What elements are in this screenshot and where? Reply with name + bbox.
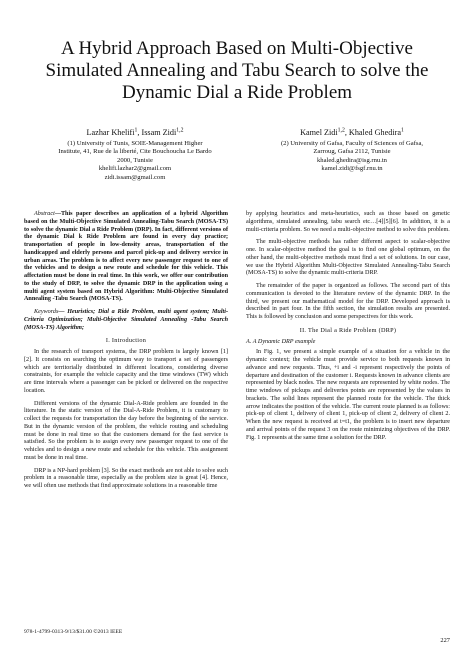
- body-paragraph: In Fig. 1, we present a simple example of a situation for a vehicle in the dynamic context; the vehicle must provide service to both requests known in advance and new requests. Thus, +i and -i represent respectively the points of departure and destination of the customer i. Requests known in advance clients are represented by black nodes. The new requests are represented by white nodes. The time windows of pickups and deliveries points are represented by the values in brackets. The solid lines represent the planned route for the vehicle. The thick arrow indicates the position of the vehicle. The current route planned is as follows: pick-up of client 1, delivery of client 1, pick-up of client 2, delivery of client 2. When the new request is received at t=t1, the problem is to insert new departure and arrival points of the request 3 on the route minimizing objectives of the DRP. Fig. 1 represents at the same time a solution for the DRP.: [246, 349, 450, 441]
- keywords-text: Heuristics; Dial a Ride Problem, multi agent system; Multi-Criteria Optimization; Multi-Objective Simulated Annealing -Tabu Search (MOSA-TS) Algorithm;: [24, 309, 228, 331]
- author-names: [42, 128, 228, 138]
- title-line: Simulated Annealing and Tabu Search to solve the: [45, 60, 429, 81]
- author-name: , Khaled Ghedira: [344, 128, 401, 137]
- affiliation-line: (1) University of Tunis, SOIE-Management Higher: [67, 140, 203, 147]
- page-number: 227: [440, 637, 450, 644]
- author-block-left: [42, 128, 228, 182]
- section-heading: II. The Dial a Ride Problem (DRP): [299, 326, 397, 334]
- abstract-dash: —: [54, 211, 61, 217]
- body-paragraph: Different versions of the dynamic Dial-A-Ride problem are founded in the literature. In the static version of the Dial-A-Ride Problem, it is customary to collect the requests for transportation the day before the beginning of the service. But in the dynamic version of the problem, the vehicle routing and scheduling must be done in real time so that the customers demand for the fast service is satisfied. So the problem is to assign every new passenger request to one of the vehicles and to design a new route and schedule for this vehicle. This assignment must be done in real time.: [24, 400, 228, 461]
- author-names: [262, 128, 442, 138]
- abstract-text: This paper describes an application of a hybrid Algorithm based on the Multi-Objective Simulated Annealing-Tabu Search (MOSA-TS) to solve the dynamic Dial a Ride Problem (DRP). In fact, different versions of the dynamic Dial k Ride Problem are found in every day practice; transportation of people in low-density areas, transportation of the handicapped and elderly persons and parcel pick-up and delivery service in urban areas. The problem is to affect every new passenger request to one of the vehicles and to design a new route and schedule for this vehicle. This affectation must be done in real time. In this work, we offer our contribution to the study of DRP, to solve the dynamic DRP in the application using a multi agent system based on Hybrid Algorithm: Multi-Objective Simulated Annealing -Tabu Search (MOSA-TS).: [24, 211, 228, 303]
- body-paragraph: The remainder of the paper is organized as follows. The second part of this communication is devoted to the literature review of the dynamic DRP. In the third, we present our mathematical model for the DRP. Developed approach is described in part four. In the fifth section, the simulation results are presented. This is followed by conclusion and some perspectives for this work.: [246, 283, 450, 320]
- keywords-dash: —: [58, 309, 68, 315]
- author-block-right: [262, 128, 442, 174]
- title-line: Dynamic Dial a Ride Problem: [121, 82, 353, 103]
- author-email: khelifi.lazhar2@gmail.com: [98, 165, 172, 173]
- abstract-label: Abstract: [34, 211, 55, 217]
- affiliation-line: Zarroug, Gafsa 2112, Tunisie: [313, 148, 391, 156]
- author-email: kamel.zidi@fsgf.rnu.tn: [321, 165, 383, 173]
- body-paragraph: The multi-objective methods has rather different aspect to scalar-objective one. In scalar-objective method the goal is to find one global optimum, on the other hand, the multi-objective methods must find a set of solutions. In our case, we use the Hybrid Algorithm Multi-Objective Simulated Annealing-Tabu Search (MOSA-TS) to solve the dynamic multi-criteria DRP.: [246, 239, 450, 277]
- affiliation-line: (2) University of Gafsa, Faculty of Sciences of Gafsa,: [280, 140, 424, 147]
- keywords: [24, 309, 228, 332]
- affiliation-mark: 1,2: [176, 127, 184, 134]
- body-paragraph: In the research of transport systems, the DRP problem is largely known [1] [2]. It consists on searching the optimum way to transport a set of passengers which are territorially distributed in different locations, considering diverse constraints, for example the vehicle capacity and the time windows (TW) which are time intervals where a passenger can be picked or delivered on the respective location.: [24, 349, 228, 394]
- body-paragraph: DRP is a NP-hard problem [3]. So the exact methods are not able to solve such problem in a reasonable time, especially as the problem size is great [4]. Hence, we will often use methods that find approximate solutions in a reasonable time: [24, 467, 228, 489]
- right-column: [246, 211, 450, 447]
- affiliation-mark: 1: [134, 127, 138, 134]
- affiliation-line: Institute, 41, Rue de la liberté, Cite Bouchoucha Le Bardo: [58, 148, 212, 156]
- author-name: Kamel Zidi: [300, 128, 338, 137]
- subsection-heading: A. A Dynamic DRP example: [246, 338, 316, 345]
- author-email: khaled.ghedira@isg.rnu.tn: [317, 156, 387, 164]
- title-line: A Hybrid Approach Based on Multi-Objective: [61, 38, 413, 59]
- affiliation-line: 2000, Tunisie: [117, 156, 153, 164]
- copyright-footer: 978-1-4799-0313-9/13/$31.00 ©2013 IEEE: [24, 629, 123, 635]
- author-name: Lazhar Khelifi: [86, 128, 135, 137]
- section-heading: I. Introduction: [105, 337, 147, 345]
- affiliation-mark: 1: [400, 127, 404, 134]
- affiliation-mark: 1,2: [337, 127, 345, 134]
- abstract: [24, 211, 228, 304]
- keywords-label: Keywords: [34, 309, 59, 315]
- author-name: , Issam Zidi: [137, 128, 177, 137]
- left-column: [24, 211, 228, 496]
- paper-title: [30, 38, 444, 104]
- author-email: zidi.issam@gmail.com: [104, 173, 166, 181]
- body-paragraph: by applying heuristics and meta-heuristics, such as those based on genetic algorithms, simulated annealing, tabu search etc…[4][5][6]. In addition, it is a multi-criteria problem. So we need a multi-objective method to solve this problem.: [246, 211, 450, 233]
